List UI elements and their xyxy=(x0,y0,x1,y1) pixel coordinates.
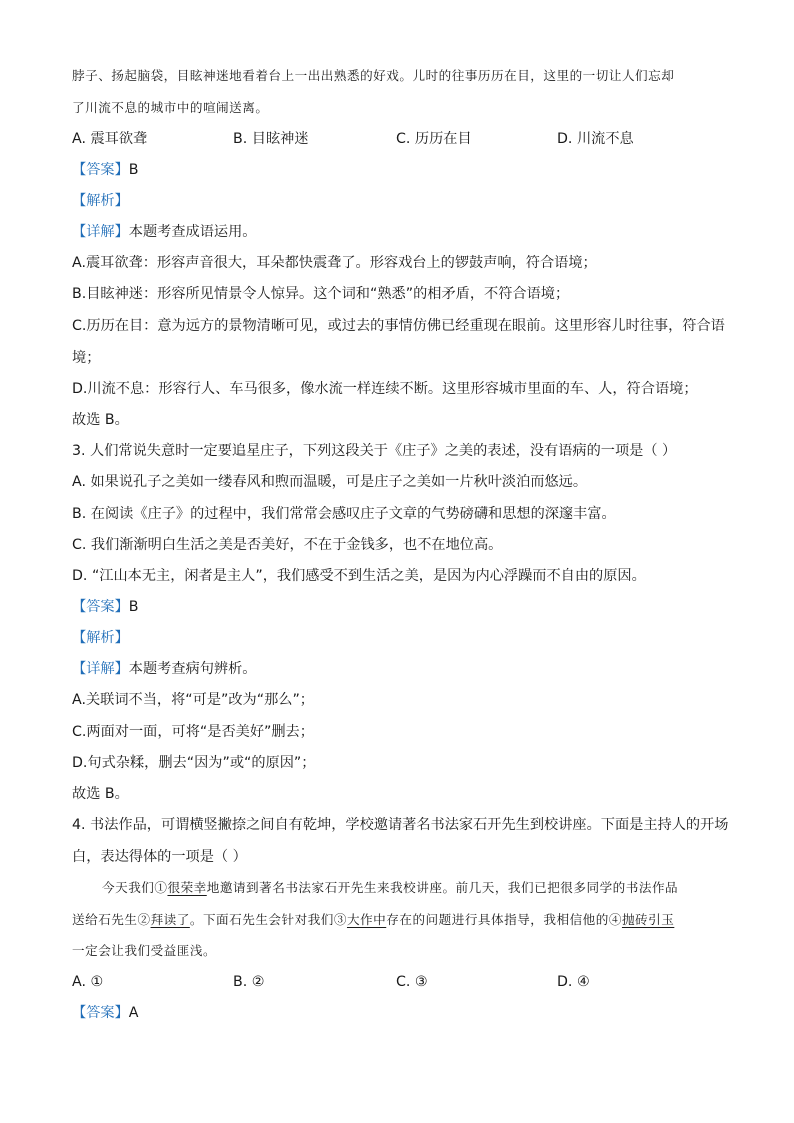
underlined-phrase-2: 拜读了 xyxy=(150,912,190,927)
q4-passage-line: 一定会让我们受益匪浅。 xyxy=(72,943,217,958)
detail-tag: 【详解】 xyxy=(72,661,129,677)
underlined-phrase-4: 抛砖引玉 xyxy=(621,912,675,927)
q4-option-b: B. ② xyxy=(233,974,265,990)
answer-value: B xyxy=(128,162,139,178)
answer-tag: 【答案】 xyxy=(72,1005,129,1021)
detail-text: 本题考查成语运用。 xyxy=(128,224,257,240)
q3-option-d: D. “江山本无主，闲者是主人”，我们感受不到生活之美，是因为内心浮躁而不自由的原因。 xyxy=(72,568,646,584)
detail-tag: 【详解】 xyxy=(72,224,129,240)
q2-option-b: B. 目眩神迷 xyxy=(233,131,309,147)
q2-option-c: C. 历历在目 xyxy=(396,131,472,147)
q2-conclusion: 故选 B。 xyxy=(72,412,129,428)
q2-detail xyxy=(72,222,256,242)
q3-option-b: B. 在阅读《庄子》的过程中，我们常常会感叹庄子文章的气势磅礴和思想的深邃丰富。 xyxy=(72,506,616,522)
q2-option-d: D. 川流不息 xyxy=(557,131,634,147)
q2-analysis-tag: 【解析】 xyxy=(72,193,129,209)
q2-answer xyxy=(72,160,139,180)
q3-explanation-line: C.两面对一面，可将“是否美好”删去； xyxy=(72,724,314,740)
q3-answer xyxy=(72,597,139,617)
q3-explanation-line: A.关联词不当，将“可是”改为“那么”； xyxy=(72,692,314,708)
q3-stem: 3. 人们常说失意时一定要追星庄子，下列这段关于《庄子》之美的表述，没有语病的一项是（ ） xyxy=(72,443,677,459)
q2-option-a: A. 震耳欲聋 xyxy=(72,131,148,147)
q4-option-a: A. ① xyxy=(72,974,104,990)
answer-value: A xyxy=(128,1005,139,1021)
passage-line: 脖子、扬起脑袋，目眩神迷地看着台上一出出熟悉的好戏。儿时的往事历历在目，这里的一切让人们忘却 xyxy=(72,68,675,83)
q4-answer xyxy=(72,1003,138,1023)
q4-option-d: D. ④ xyxy=(557,974,590,990)
q3-conclusion: 故选 B。 xyxy=(72,786,129,802)
q3-option-a: A. 如果说孔子之美如一缕春风和煦而温暖，可是庄子之美如一片秋叶淡泊而悠远。 xyxy=(72,474,588,490)
q3-analysis-tag: 【解析】 xyxy=(72,630,129,646)
passage-line: 了川流不息的城市中的喧闹送离。 xyxy=(72,100,269,115)
q3-detail xyxy=(72,659,256,679)
q4-passage-line: 今天我们①很荣幸地邀请到著名书法家石开先生来我校讲座。前几天，我们已把很多同学的书法作品 xyxy=(102,880,679,895)
q4-stem-line: 4. 书法作品，可谓横竖撇捺之间自有乾坤，学校邀请著名书法家石开先生到校讲座。下面是主持人的开场 xyxy=(72,817,729,833)
q2-explanation-line: C.历历在目：意为远方的景物清晰可见，或过去的事情仿佛已经重现在眼前。这里形容儿时往事，符合语 xyxy=(72,318,725,334)
underlined-phrase-1: 很荣幸 xyxy=(167,880,207,895)
q2-explanation-line: A.震耳欲聋：形容声音很大，耳朵都快震聋了。形容戏台上的锣鼓声响，符合语境； xyxy=(72,255,597,271)
q4-passage-line: 送给石先生②拜读了。下面石先生会针对我们③大作中存在的问题进行具体指导，我相信他的④抛砖引玉 xyxy=(72,912,675,927)
detail-text: 本题考查病句辨析。 xyxy=(128,661,257,677)
answer-tag: 【答案】 xyxy=(72,599,129,615)
q3-option-c: C. 我们渐渐明白生活之美是否美好，不在于金钱多，也不在地位高。 xyxy=(72,537,503,553)
q4-option-c: C. ③ xyxy=(396,974,428,990)
q2-explanation-line: D.川流不息：形容行人、车马很多，像水流一样连续不断。这里形容城市里面的车、人，符合语境； xyxy=(72,381,698,397)
answer-tag: 【答案】 xyxy=(72,162,129,178)
underlined-phrase-3: 大作中 xyxy=(346,912,387,927)
q2-explanation-line: 境； xyxy=(72,350,101,366)
q3-explanation-line: D.句式杂糅，删去“因为”或“的原因”； xyxy=(72,755,316,771)
answer-value: B xyxy=(128,599,139,615)
q4-stem-line: 白，表达得体的一项是（ ） xyxy=(72,849,247,865)
q2-explanation-line: B.目眩神迷：形容所见情景令人惊异。这个词和“熟悉”的相矛盾，不符合语境； xyxy=(72,286,570,302)
